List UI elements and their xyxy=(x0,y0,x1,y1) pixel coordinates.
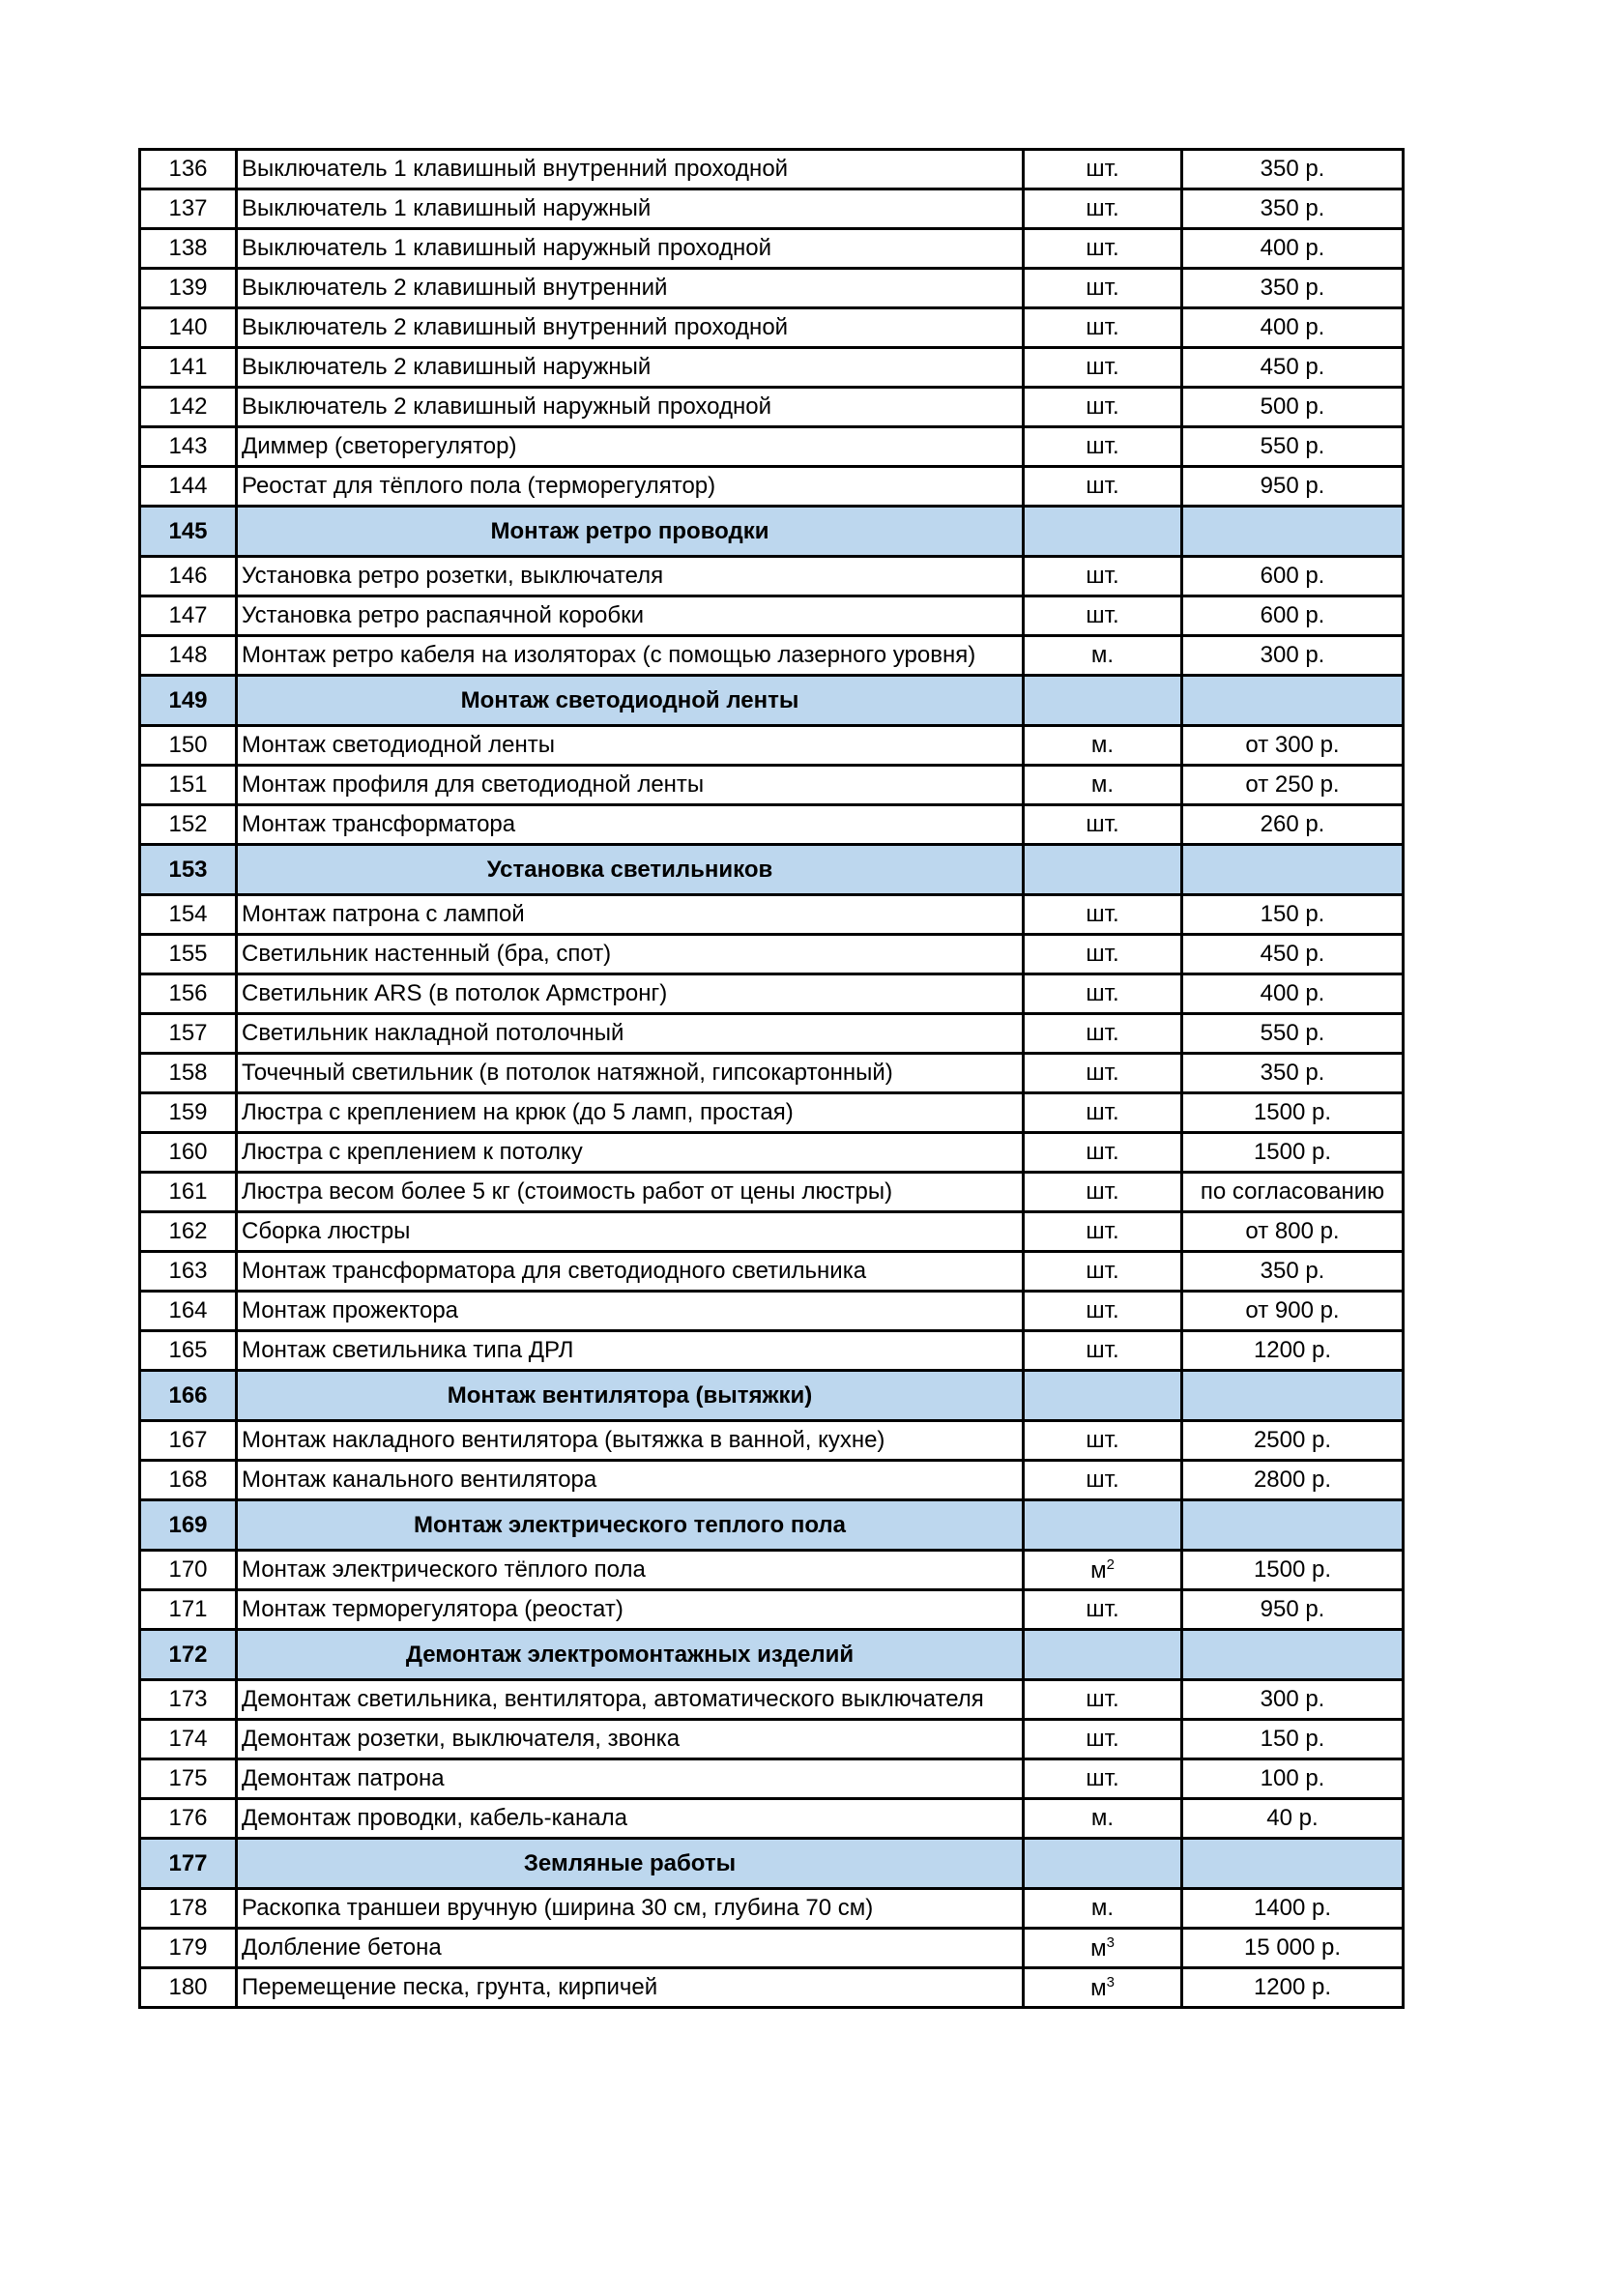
row-number: 146 xyxy=(140,557,237,596)
table-row xyxy=(140,388,1404,427)
price-cell-empty xyxy=(1182,1630,1404,1680)
service-name: Люстра весом более 5 кг (стоимость работ от цены люстры) xyxy=(237,1173,1024,1212)
unit-label: шт. xyxy=(1086,1060,1119,1086)
unit-cell xyxy=(1024,1759,1182,1799)
table-row xyxy=(140,1252,1404,1292)
service-name: Выключатель 2 клавишный наружный проходной xyxy=(237,388,1024,427)
unit-label: м. xyxy=(1090,771,1115,798)
service-name: Монтаж терморегулятора (реостат) xyxy=(237,1590,1024,1630)
row-number: 167 xyxy=(140,1421,237,1461)
row-number: 170 xyxy=(140,1551,237,1590)
unit-label: шт. xyxy=(1086,1258,1119,1284)
service-name: Установка ретро распаячной коробки xyxy=(237,596,1024,636)
price-cell: 450 р. xyxy=(1182,348,1404,388)
row-number: 152 xyxy=(140,805,237,845)
service-name: Монтаж прожектора xyxy=(237,1292,1024,1331)
unit-label: шт. xyxy=(1086,1427,1119,1453)
section-header-row xyxy=(140,1630,1404,1680)
unit-label: шт. xyxy=(1086,433,1119,459)
unit-cell xyxy=(1024,1421,1182,1461)
unit-cell xyxy=(1024,1054,1182,1093)
table-row xyxy=(140,596,1404,636)
unit-label: шт. xyxy=(1086,1297,1119,1323)
unit-label: шт. xyxy=(1086,563,1119,589)
unit-cell xyxy=(1024,726,1182,766)
service-name: Диммер (светорегулятор) xyxy=(237,427,1024,467)
unit-cell xyxy=(1024,1799,1182,1839)
service-name: Монтаж трансформатора для светодиодного светильника xyxy=(237,1252,1024,1292)
unit-cell xyxy=(1024,1889,1182,1929)
unit-label: м. xyxy=(1090,1895,1115,1921)
row-number: 156 xyxy=(140,974,237,1014)
table-row xyxy=(140,1680,1404,1720)
service-name: Выключатель 2 клавишный внутренний проходной xyxy=(237,308,1024,348)
price-cell: 40 р. xyxy=(1182,1799,1404,1839)
table-row xyxy=(140,1093,1404,1133)
row-number: 139 xyxy=(140,269,237,308)
price-cell: 150 р. xyxy=(1182,895,1404,935)
service-name: Раскопка траншеи вручную (ширина 30 см, глубина 70 см) xyxy=(237,1889,1024,1929)
price-cell: от 250 р. xyxy=(1182,766,1404,805)
table-row xyxy=(140,229,1404,269)
unit-cell xyxy=(1024,1968,1182,2008)
service-name: Светильник ARS (в потолок Армстронг) xyxy=(237,974,1024,1014)
unit-cell xyxy=(1024,1133,1182,1173)
unit-label: м. xyxy=(1090,732,1115,758)
price-table-body xyxy=(140,150,1404,2008)
unit-label: шт. xyxy=(1086,941,1119,967)
row-number: 149 xyxy=(140,676,237,726)
unit-label: шт. xyxy=(1086,1467,1119,1493)
row-number: 142 xyxy=(140,388,237,427)
price-cell: 350 р. xyxy=(1182,1252,1404,1292)
price-cell: 150 р. xyxy=(1182,1720,1404,1759)
service-name: Демонтаж проводки, кабель-канала xyxy=(237,1799,1024,1839)
row-number: 172 xyxy=(140,1630,237,1680)
unit-label: шт. xyxy=(1086,354,1119,380)
price-cell: 400 р. xyxy=(1182,308,1404,348)
section-header-row xyxy=(140,1839,1404,1889)
price-cell-empty xyxy=(1182,507,1404,557)
service-name: Демонтаж патрона xyxy=(237,1759,1024,1799)
price-cell: 1200 р. xyxy=(1182,1331,1404,1371)
service-name: Светильник настенный (бра, спот) xyxy=(237,935,1024,974)
price-cell: 400 р. xyxy=(1182,974,1404,1014)
table-row xyxy=(140,974,1404,1014)
price-cell: 1500 р. xyxy=(1182,1093,1404,1133)
unit-label: м. xyxy=(1090,1805,1115,1831)
price-cell: 2500 р. xyxy=(1182,1421,1404,1461)
service-name: Монтаж светодиодной ленты xyxy=(237,726,1024,766)
row-number: 173 xyxy=(140,1680,237,1720)
unit-label: м xyxy=(1090,1975,1107,2001)
unit-label: шт. xyxy=(1086,1020,1119,1046)
unit-label: шт. xyxy=(1086,980,1119,1006)
price-cell: 950 р. xyxy=(1182,1590,1404,1630)
unit-cell-empty xyxy=(1024,1371,1182,1421)
row-number: 157 xyxy=(140,1014,237,1054)
unit-cell xyxy=(1024,308,1182,348)
unit-cell xyxy=(1024,766,1182,805)
row-number: 147 xyxy=(140,596,237,636)
section-title: Монтаж электрического теплого пола xyxy=(237,1500,1024,1551)
unit-cell xyxy=(1024,269,1182,308)
row-number: 155 xyxy=(140,935,237,974)
table-row xyxy=(140,427,1404,467)
table-row xyxy=(140,1720,1404,1759)
unit-label: шт. xyxy=(1086,393,1119,420)
unit-cell xyxy=(1024,1252,1182,1292)
section-title: Монтаж вентилятора (вытяжки) xyxy=(237,1371,1024,1421)
table-row xyxy=(140,1173,1404,1212)
unit-cell xyxy=(1024,1929,1182,1968)
section-title: Демонтаж электромонтажных изделий xyxy=(237,1630,1024,1680)
unit-cell xyxy=(1024,935,1182,974)
price-cell: 500 р. xyxy=(1182,388,1404,427)
unit-cell xyxy=(1024,1331,1182,1371)
service-name: Перемещение песка, грунта, кирпичей xyxy=(237,1968,1024,2008)
unit-cell-empty xyxy=(1024,1839,1182,1889)
table-row xyxy=(140,1421,1404,1461)
row-number: 153 xyxy=(140,845,237,895)
price-cell-empty xyxy=(1182,1839,1404,1889)
price-cell: 350 р. xyxy=(1182,189,1404,229)
service-name: Монтаж профиля для светодиодной ленты xyxy=(237,766,1024,805)
unit-cell-empty xyxy=(1024,676,1182,726)
service-name: Монтаж трансформатора xyxy=(237,805,1024,845)
table-row xyxy=(140,895,1404,935)
row-number: 159 xyxy=(140,1093,237,1133)
unit-cell xyxy=(1024,467,1182,507)
table-row xyxy=(140,269,1404,308)
table-row xyxy=(140,1551,1404,1590)
price-cell-empty xyxy=(1182,845,1404,895)
row-number: 175 xyxy=(140,1759,237,1799)
table-row xyxy=(140,150,1404,189)
table-row xyxy=(140,636,1404,676)
unit-cell xyxy=(1024,805,1182,845)
row-number: 177 xyxy=(140,1839,237,1889)
price-cell: 950 р. xyxy=(1182,467,1404,507)
unit-label: шт. xyxy=(1086,602,1119,628)
unit-cell xyxy=(1024,1590,1182,1630)
unit-label: шт. xyxy=(1086,811,1119,837)
unit-label: шт. xyxy=(1086,1337,1119,1363)
unit-label: м xyxy=(1090,1935,1107,1962)
table-row xyxy=(140,1133,1404,1173)
row-number: 154 xyxy=(140,895,237,935)
unit-cell xyxy=(1024,189,1182,229)
table-row xyxy=(140,1212,1404,1252)
price-cell: 350 р. xyxy=(1182,269,1404,308)
price-cell: 260 р. xyxy=(1182,805,1404,845)
row-number: 178 xyxy=(140,1889,237,1929)
service-name: Реостат для тёплого пола (терморегулятор) xyxy=(237,467,1024,507)
row-number: 160 xyxy=(140,1133,237,1173)
service-name: Выключатель 2 клавишный наружный xyxy=(237,348,1024,388)
service-name: Люстра с креплением к потолку xyxy=(237,1133,1024,1173)
unit-label: шт. xyxy=(1086,1139,1119,1165)
section-title: Установка светильников xyxy=(237,845,1024,895)
price-cell: от 900 р. xyxy=(1182,1292,1404,1331)
unit-cell xyxy=(1024,895,1182,935)
service-name: Демонтаж розетки, выключателя, звонка xyxy=(237,1720,1024,1759)
table-row xyxy=(140,348,1404,388)
service-name: Долбление бетона xyxy=(237,1929,1024,1968)
price-cell: 2800 р. xyxy=(1182,1461,1404,1500)
table-row xyxy=(140,1461,1404,1500)
unit-exponent: 3 xyxy=(1106,1974,1115,1991)
unit-label: м xyxy=(1090,1557,1107,1584)
unit-cell xyxy=(1024,1093,1182,1133)
section-header-row xyxy=(140,676,1404,726)
row-number: 138 xyxy=(140,229,237,269)
service-name: Демонтаж светильника, вентилятора, автоматического выключателя xyxy=(237,1680,1024,1720)
unit-cell xyxy=(1024,1680,1182,1720)
row-number: 161 xyxy=(140,1173,237,1212)
section-header-row xyxy=(140,1500,1404,1551)
unit-cell xyxy=(1024,1173,1182,1212)
unit-label: шт. xyxy=(1086,1218,1119,1244)
service-name: Сборка люстры xyxy=(237,1212,1024,1252)
service-name: Монтаж электрического тёплого пола xyxy=(237,1551,1024,1590)
unit-label: шт. xyxy=(1086,156,1119,182)
price-cell: 350 р. xyxy=(1182,150,1404,189)
unit-cell-empty xyxy=(1024,1500,1182,1551)
row-number: 137 xyxy=(140,189,237,229)
unit-cell xyxy=(1024,348,1182,388)
unit-cell xyxy=(1024,1292,1182,1331)
price-cell: от 800 р. xyxy=(1182,1212,1404,1252)
row-number: 141 xyxy=(140,348,237,388)
price-cell: 350 р. xyxy=(1182,1054,1404,1093)
unit-cell xyxy=(1024,1720,1182,1759)
unit-cell xyxy=(1024,636,1182,676)
unit-cell-empty xyxy=(1024,507,1182,557)
unit-cell-empty xyxy=(1024,1630,1182,1680)
service-name: Выключатель 1 клавишный внутренний проходной xyxy=(237,150,1024,189)
table-row xyxy=(140,1054,1404,1093)
row-number: 180 xyxy=(140,1968,237,2008)
section-title: Монтаж светодиодной ленты xyxy=(237,676,1024,726)
unit-label: шт. xyxy=(1086,1765,1119,1791)
service-name: Выключатель 1 клавишный наружный xyxy=(237,189,1024,229)
table-row xyxy=(140,1799,1404,1839)
service-name: Выключатель 1 клавишный наружный проходной xyxy=(237,229,1024,269)
row-number: 176 xyxy=(140,1799,237,1839)
table-row xyxy=(140,1759,1404,1799)
unit-cell xyxy=(1024,596,1182,636)
table-row xyxy=(140,1889,1404,1929)
row-number: 145 xyxy=(140,507,237,557)
unit-exponent: 2 xyxy=(1106,1556,1115,1573)
price-cell: 550 р. xyxy=(1182,1014,1404,1054)
table-row xyxy=(140,1590,1404,1630)
row-number: 169 xyxy=(140,1500,237,1551)
row-number: 168 xyxy=(140,1461,237,1500)
unit-label: шт. xyxy=(1086,235,1119,261)
row-number: 158 xyxy=(140,1054,237,1093)
service-name: Монтаж светильника типа ДРЛ xyxy=(237,1331,1024,1371)
price-cell-empty xyxy=(1182,1500,1404,1551)
price-cell-empty xyxy=(1182,1371,1404,1421)
price-cell: 1400 р. xyxy=(1182,1889,1404,1929)
price-cell: 400 р. xyxy=(1182,229,1404,269)
price-cell: 600 р. xyxy=(1182,557,1404,596)
unit-label: шт. xyxy=(1086,901,1119,927)
unit-label: шт. xyxy=(1086,195,1119,221)
row-number: 164 xyxy=(140,1292,237,1331)
unit-cell xyxy=(1024,1212,1182,1252)
price-cell: 300 р. xyxy=(1182,636,1404,676)
unit-label: шт. xyxy=(1086,1099,1119,1125)
table-row xyxy=(140,935,1404,974)
price-cell: 1500 р. xyxy=(1182,1133,1404,1173)
service-name: Выключатель 2 клавишный внутренний xyxy=(237,269,1024,308)
unit-label: шт. xyxy=(1086,275,1119,301)
row-number: 179 xyxy=(140,1929,237,1968)
table-row xyxy=(140,726,1404,766)
service-name: Монтаж канального вентилятора xyxy=(237,1461,1024,1500)
price-cell: 1500 р. xyxy=(1182,1551,1404,1590)
unit-cell xyxy=(1024,1461,1182,1500)
unit-cell xyxy=(1024,1551,1182,1590)
unit-exponent: 3 xyxy=(1106,1934,1115,1951)
unit-label: шт. xyxy=(1086,1686,1119,1712)
price-cell: по согласованию xyxy=(1182,1173,1404,1212)
service-name: Точечный светильник (в потолок натяжной, гипсокартонный) xyxy=(237,1054,1024,1093)
table-row xyxy=(140,557,1404,596)
unit-cell xyxy=(1024,557,1182,596)
row-number: 148 xyxy=(140,636,237,676)
service-name: Монтаж накладного вентилятора (вытяжка в ванной, кухне) xyxy=(237,1421,1024,1461)
row-number: 140 xyxy=(140,308,237,348)
unit-cell xyxy=(1024,974,1182,1014)
row-number: 174 xyxy=(140,1720,237,1759)
price-cell: 550 р. xyxy=(1182,427,1404,467)
price-cell-empty xyxy=(1182,676,1404,726)
table-row xyxy=(140,308,1404,348)
row-number: 162 xyxy=(140,1212,237,1252)
table-row xyxy=(140,1331,1404,1371)
table-row xyxy=(140,1929,1404,1968)
unit-label: шт. xyxy=(1086,473,1119,499)
table-row xyxy=(140,1014,1404,1054)
service-name: Установка ретро розетки, выключателя xyxy=(237,557,1024,596)
row-number: 144 xyxy=(140,467,237,507)
row-number: 151 xyxy=(140,766,237,805)
row-number: 163 xyxy=(140,1252,237,1292)
unit-cell xyxy=(1024,388,1182,427)
price-cell: 15 000 р. xyxy=(1182,1929,1404,1968)
unit-cell xyxy=(1024,229,1182,269)
table-row xyxy=(140,1292,1404,1331)
table-row xyxy=(140,1968,1404,2008)
section-header-row xyxy=(140,845,1404,895)
row-number: 143 xyxy=(140,427,237,467)
price-cell: 1200 р. xyxy=(1182,1968,1404,2008)
row-number: 166 xyxy=(140,1371,237,1421)
price-cell: 600 р. xyxy=(1182,596,1404,636)
service-name: Монтаж ретро кабеля на изоляторах (с помощью лазерного уровня) xyxy=(237,636,1024,676)
unit-cell xyxy=(1024,427,1182,467)
section-header-row xyxy=(140,1371,1404,1421)
service-name: Монтаж патрона с лампой xyxy=(237,895,1024,935)
row-number: 165 xyxy=(140,1331,237,1371)
price-cell: 100 р. xyxy=(1182,1759,1404,1799)
unit-label: м. xyxy=(1090,642,1115,668)
unit-label: шт. xyxy=(1086,314,1119,340)
section-title: Земляные работы xyxy=(237,1839,1024,1889)
price-cell: 450 р. xyxy=(1182,935,1404,974)
unit-label: шт. xyxy=(1086,1178,1119,1205)
unit-label: шт. xyxy=(1086,1596,1119,1622)
unit-label: шт. xyxy=(1086,1726,1119,1752)
table-row xyxy=(140,189,1404,229)
price-table xyxy=(138,148,1405,2009)
service-name: Светильник накладной потолочный xyxy=(237,1014,1024,1054)
unit-cell xyxy=(1024,150,1182,189)
table-row xyxy=(140,805,1404,845)
service-name: Люстра с креплением на крюк (до 5 ламп, простая) xyxy=(237,1093,1024,1133)
row-number: 150 xyxy=(140,726,237,766)
price-cell: от 300 р. xyxy=(1182,726,1404,766)
unit-cell-empty xyxy=(1024,845,1182,895)
row-number: 171 xyxy=(140,1590,237,1630)
section-title: Монтаж ретро проводки xyxy=(237,507,1024,557)
section-header-row xyxy=(140,507,1404,557)
table-row xyxy=(140,467,1404,507)
price-cell: 300 р. xyxy=(1182,1680,1404,1720)
row-number: 136 xyxy=(140,150,237,189)
unit-cell xyxy=(1024,1014,1182,1054)
table-row xyxy=(140,766,1404,805)
